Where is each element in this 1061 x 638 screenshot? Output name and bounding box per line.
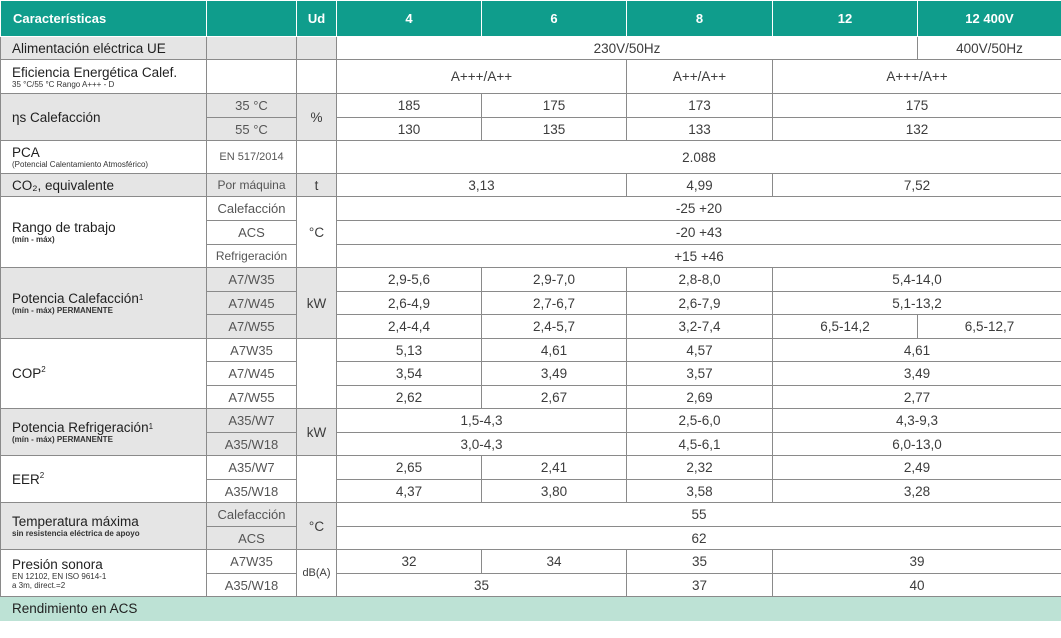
table-row: [1, 409, 1061, 433]
eer-1-6: 2,41: [482, 456, 627, 480]
header-unit: Ud: [297, 1, 337, 37]
sound-2-4-6: 35: [337, 574, 627, 597]
table-row: [1, 550, 1061, 574]
cp-2-4-6: 3,0-4,3: [337, 433, 627, 456]
eer-1-4: 2,65: [337, 456, 482, 480]
header-model-4: 4: [337, 1, 482, 37]
cop-label: COP: [12, 366, 42, 381]
table-row: [1, 174, 1061, 197]
cond-max-acs: ACS: [207, 527, 297, 550]
row-label-heating-power: [1, 268, 207, 339]
ns-55-6: 135: [482, 118, 627, 141]
row-label-cop: [1, 339, 207, 409]
cond-cop-3: A7/W55: [207, 386, 297, 409]
cooling-power-unit: kW: [297, 409, 337, 456]
hp-2-6: 2,7-6,7: [482, 292, 627, 315]
cop-3-6: 2,67: [482, 386, 627, 409]
work-range-sublabel: (mín - máx): [12, 235, 55, 244]
cop-footnote: 2: [41, 365, 46, 374]
pca-label: PCA: [12, 145, 40, 160]
cop-1-12: 4,61: [773, 339, 1061, 362]
empty-cell: [207, 37, 297, 60]
table-row: [1, 197, 1061, 221]
efficiency-12: A+++/A++: [773, 60, 1061, 94]
heating-power-sublabel: (mín - máx) PERMANENTE: [12, 306, 113, 315]
cooling-power-label-line: [12, 420, 206, 435]
pca-value: 2.088: [337, 141, 1061, 174]
ns-55-4: 130: [337, 118, 482, 141]
cp-2-8: 4,5-6,1: [627, 433, 773, 456]
cond-55: 55 °C: [207, 118, 297, 141]
cooling-power-sublabel: (mín - máx) PERMANENTE: [12, 435, 113, 444]
cond-a35w7: A35/W7: [207, 409, 297, 433]
max-temp-unit: °C: [297, 503, 337, 550]
hp-1-8: 2,8-8,0: [627, 268, 773, 292]
empty-cell: [297, 37, 337, 60]
header-characteristics: Características: [1, 1, 207, 37]
max-temp-acs: 62: [337, 527, 1061, 550]
cond-sound-2: A35/W18: [207, 574, 297, 597]
hp-3-12-400v: 6,5-12,7: [918, 315, 1061, 339]
pca-sublabel: (Potencial Calentamiento Atmosférico): [12, 160, 149, 169]
cond-a35w18: A35/W18: [207, 433, 297, 456]
cooling-power-footnote: 1: [148, 422, 154, 431]
ns-55-12: 132: [773, 118, 1061, 141]
sound-2-12: 40: [773, 574, 1061, 597]
co2-unit: t: [297, 174, 337, 197]
cop-3-4: 2,62: [337, 386, 482, 409]
section-footer-row: [1, 597, 1061, 621]
eer-2-4: 4,37: [337, 480, 482, 503]
header-model-6: 6: [482, 1, 627, 37]
cond-cop-2: A7/W45: [207, 362, 297, 386]
cooling-power-label: Potencia Refrigeración: [12, 420, 149, 435]
co2-cond: Por máquina: [207, 174, 297, 197]
ns-55-8: 133: [627, 118, 773, 141]
cop-1-6: 4,61: [482, 339, 627, 362]
eer-1-12: 2,49: [773, 456, 1061, 480]
row-label-cooling-power: [1, 409, 207, 456]
cond-heating: Calefacción: [207, 197, 297, 221]
eer-footnote: 2: [39, 470, 45, 480]
table-row: [1, 37, 1061, 60]
hp-3-4: 2,4-4,4: [337, 315, 482, 339]
footer-acs-performance: Rendimiento en ACS: [1, 597, 1061, 621]
cond-35: 35 °C: [207, 94, 297, 118]
unit-percent: %: [297, 94, 337, 141]
sound-1-4: 32: [337, 550, 482, 574]
work-range-acs: -20 +43: [337, 221, 1061, 245]
sound-2-8: 37: [627, 574, 773, 597]
hp-3-6: 2,4-5,7: [482, 315, 627, 339]
max-temp-heat: 55: [337, 503, 1061, 527]
power-supply-400: 400V/50Hz: [918, 37, 1061, 60]
empty-cell: [297, 339, 337, 409]
row-label-eer: [1, 456, 207, 503]
efficiency-4-6: A+++/A++: [337, 60, 627, 94]
sound-1-12: 39: [773, 550, 1061, 574]
cp-1-4-6: 1,5-4,3: [337, 409, 627, 433]
hp-2-4: 2,6-4,9: [337, 292, 482, 315]
eer-2-6: 3,80: [482, 480, 627, 503]
table-header-row: [1, 1, 1061, 37]
row-label-max-temp: [1, 503, 207, 550]
sound-sublabel-2: a 3m, direct.=2: [12, 580, 66, 590]
cond-a7w45: A7/W45: [207, 292, 297, 315]
row-label-pca: [1, 141, 207, 174]
hp-1-6: 2,9-7,0: [482, 268, 627, 292]
cond-eer-1: A35/W7: [207, 456, 297, 480]
row-label-ns-heating: ηs Calefacción: [1, 94, 207, 141]
empty-cell: [297, 456, 337, 503]
co2-12: 7,52: [773, 174, 1061, 197]
heating-power-unit: kW: [297, 268, 337, 339]
table-row: [1, 94, 1061, 118]
sound-unit: dB(A): [297, 550, 337, 597]
cop-2-6: 3,49: [482, 362, 627, 386]
cond-a7w35: A7/W35: [207, 268, 297, 292]
max-temp-sublabel: sin resistencia eléctrica de apoyo: [12, 529, 140, 538]
cop-2-12: 3,49: [773, 362, 1061, 386]
hp-1-4: 2,9-5,6: [337, 268, 482, 292]
work-range-cool: +15 +46: [337, 245, 1061, 268]
eer-2-12: 3,28: [773, 480, 1061, 503]
cond-eer-2: A35/W18: [207, 480, 297, 503]
cp-1-8: 2,5-6,0: [627, 409, 773, 433]
eer-1-8: 2,32: [627, 456, 773, 480]
ns-35-8: 173: [627, 94, 773, 118]
cond-a7w55: A7/W55: [207, 315, 297, 339]
hp-3-12: 6,5-14,2: [773, 315, 918, 339]
sound-1-8: 35: [627, 550, 773, 574]
efficiency-8: A++/A++: [627, 60, 773, 94]
table-row: [1, 456, 1061, 480]
table-row: [1, 503, 1061, 527]
header-blank: [207, 1, 297, 37]
table-row: [1, 268, 1061, 292]
cond-cop-1: A7W35: [207, 339, 297, 362]
cond-max-heating: Calefacción: [207, 503, 297, 527]
efficiency-label: Eficiencia Energética Calef.: [12, 64, 178, 80]
eer-2-8: 3,58: [627, 480, 773, 503]
heating-power-label-line: [12, 291, 206, 306]
max-temp-label: Temperatura máxima: [12, 514, 139, 529]
row-label-power-supply: Alimentación eléctrica UE: [1, 37, 207, 60]
heating-power-footnote: 1: [138, 293, 144, 302]
ns-35-12: 175: [773, 94, 1061, 118]
cond-cooling: Refrigeración: [207, 245, 297, 268]
hp-3-8: 3,2-7,4: [627, 315, 773, 339]
hp-1-12: 5,4-14,0: [773, 268, 1061, 292]
work-range-unit: °C: [297, 197, 337, 268]
empty-cell: [297, 60, 337, 94]
power-supply-230: 230V/50Hz: [337, 37, 918, 60]
co2-8: 4,99: [627, 174, 773, 197]
work-range-label: Rango de trabajo: [12, 220, 116, 235]
cop-3-8: 2,69: [627, 386, 773, 409]
sound-1-6: 34: [482, 550, 627, 574]
header-model-8: 8: [627, 1, 773, 37]
cond-sound-1: A7W35: [207, 550, 297, 574]
cop-3-12: 2,77: [773, 386, 1061, 409]
row-label-co2: CO₂, equivalente: [1, 174, 207, 197]
co2-4-6: 3,13: [337, 174, 627, 197]
pca-cond: EN 517/2014: [207, 141, 297, 174]
row-label-efficiency: [1, 60, 207, 94]
hp-2-8: 2,6-7,9: [627, 292, 773, 315]
table-row: [1, 339, 1061, 362]
efficiency-sublabel: 35 °C/55 °C Rango A+++ - D: [12, 79, 115, 89]
empty-cell: [297, 141, 337, 174]
cop-2-4: 3,54: [337, 362, 482, 386]
work-range-heat: -25 +20: [337, 197, 1061, 221]
table-row: [1, 141, 1061, 174]
cop-1-4: 5,13: [337, 339, 482, 362]
ns-35-4: 185: [337, 94, 482, 118]
sound-label: Presión sonora: [12, 556, 103, 572]
empty-cell: [207, 60, 297, 94]
hp-2-12: 5,1-13,2: [773, 292, 1061, 315]
header-model-12-400v: 12 400V: [918, 1, 1061, 37]
cop-2-8: 3,57: [627, 362, 773, 386]
cp-2-12: 6,0-13,0: [773, 433, 1061, 456]
heating-power-label: Potencia Calefacción: [12, 291, 139, 306]
row-label-work-range: [1, 197, 207, 268]
header-model-12: 12: [773, 1, 918, 37]
eer-label: EER: [12, 471, 40, 487]
row-label-sound: [1, 550, 207, 597]
ns-35-6: 175: [482, 94, 627, 118]
table-row: [1, 60, 1061, 94]
cond-acs: ACS: [207, 221, 297, 245]
cop-1-8: 4,57: [627, 339, 773, 362]
sound-sublabel-1: EN 12102, EN ISO 9614-1: [12, 571, 107, 581]
cp-1-12: 4,3-9,3: [773, 409, 1061, 433]
